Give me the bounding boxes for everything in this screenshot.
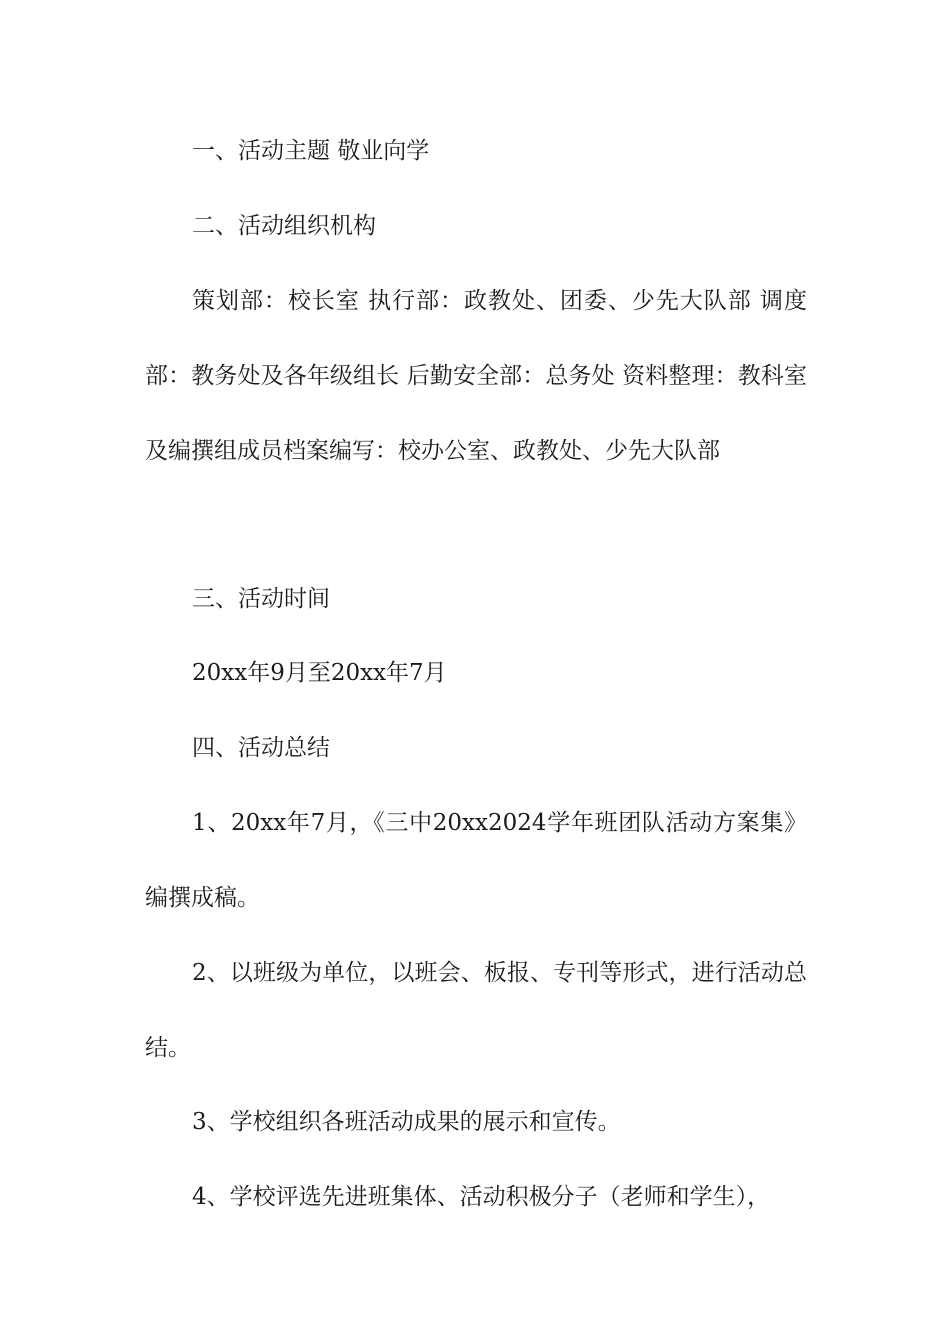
heading-organization: 二、活动组织机构 (192, 213, 376, 239)
paragraph-summary-item-1: 1、20xx年7月，《三中20xx2024学年班团队活动方案集》编撰成稿。 (145, 810, 807, 911)
document-page (145, 0, 807, 1344)
heading-activity-time: 三、活动时间 (192, 586, 330, 612)
paragraph-activity-time: 20xx年9月至20xx年7月 (192, 660, 447, 686)
paragraph-organization-details: 策划部：校长室 执行部：政教处、团委、少先大队部 调度部：教务处及各年级组长 后勤安全部：总务处 资料整理：教科室及编撰组成员档案编写：校办公室、政教处、少先大队部 (145, 288, 807, 464)
heading-activity-theme: 一、活动主题 敬业向学 (192, 138, 430, 164)
paragraph-summary-item-3: 3、学校组织各班活动成果的展示和宣传。 (192, 1109, 621, 1135)
paragraph-summary-item-4: 4、学校评选先进班集体、活动积极分子（老师和学生）， (192, 1184, 771, 1210)
paragraph-summary-item-2: 2、以班级为单位，以班会、板报、专刊等形式，进行活动总结。 (145, 960, 807, 1061)
heading-activity-summary: 四、活动总结 (192, 735, 330, 761)
